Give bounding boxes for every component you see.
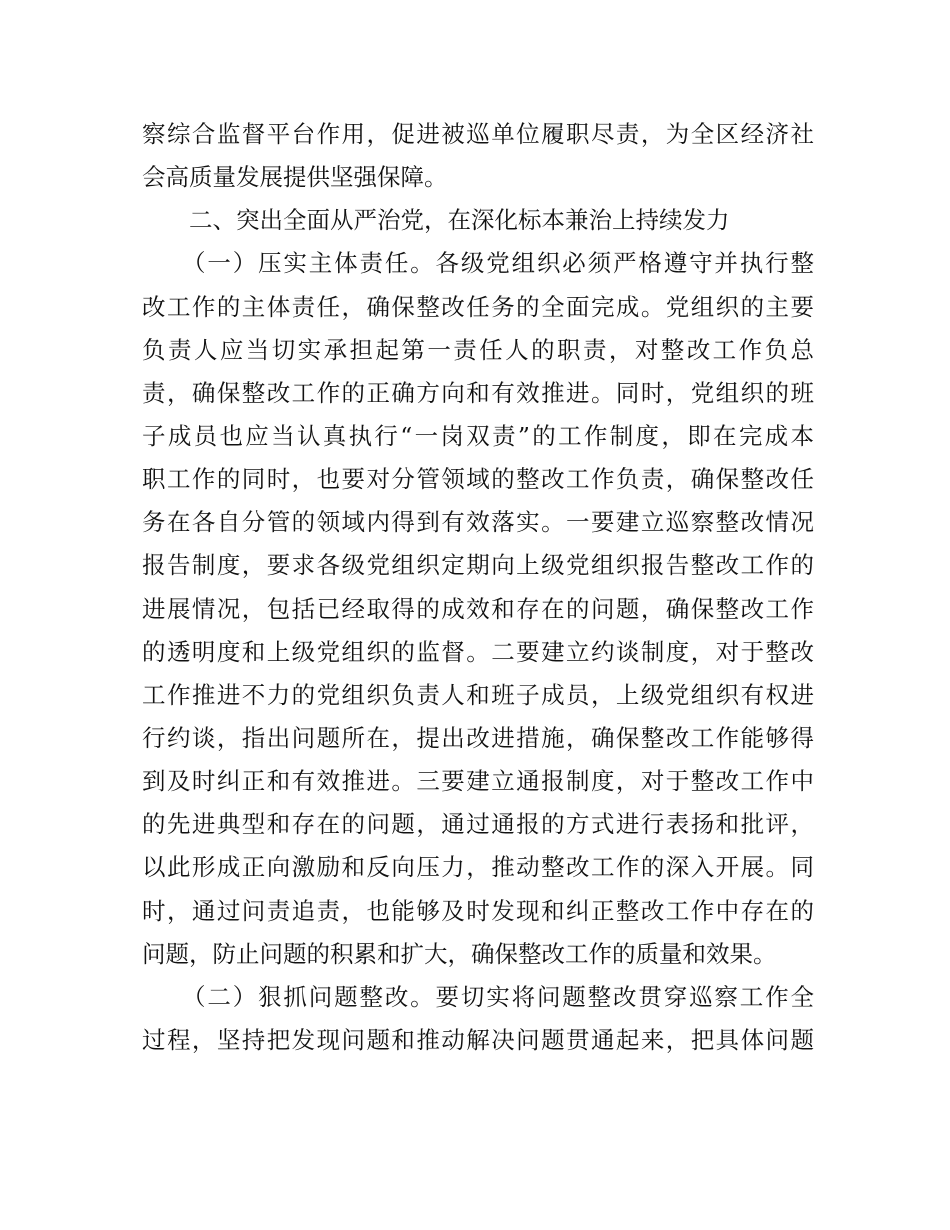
paragraph-line: 问题，防止问题的积累和扩大，确保整改工作的质量和效果。 xyxy=(142,939,777,968)
paragraph-line: 子成员也应当认真执行“一岗双责”的工作制度，即在完成本 xyxy=(142,421,814,450)
paragraph-line: 的透明度和上级党组织的监督。二要建立约谈制度，对于整改 xyxy=(142,637,814,666)
paragraph-line: 的先进典型和存在的问题，通过通报的方式进行表扬和批评， xyxy=(142,810,814,839)
paragraph-line: 务在各自分管的领域内得到有效落实。一要建立巡察整改情况 xyxy=(142,508,814,537)
paragraph-line: 责，确保整改工作的正确方向和有效推进。同时，党组织的班 xyxy=(142,378,814,407)
paragraph-line: 负责人应当切实承担起第一责任人的职责，对整改工作负总 xyxy=(142,335,814,364)
paragraph-line: 进展情况，包括已经取得的成效和存在的问题，确保整改工作 xyxy=(142,594,814,623)
paragraph-line: 报告制度，要求各级党组织定期向上级党组织报告整改工作的 xyxy=(142,551,814,580)
section-heading: 二、突出全面从严治党，在深化标本兼治上持续发力 xyxy=(189,206,730,235)
paragraph-line: 会高质量发展提供坚强保障。 xyxy=(142,163,448,192)
paragraph-line: 以此形成正向激励和反向压力，推动整改工作的深入开展。同 xyxy=(142,853,814,882)
paragraph-line: 改工作的主体责任，确保整改任务的全面完成。党组织的主要 xyxy=(142,292,814,321)
body-text xyxy=(142,113,814,1062)
paragraph-line: 职工作的同时，也要对分管领域的整改工作负责，确保整改任 xyxy=(142,465,814,494)
paragraph-line: 过程，坚持把发现问题和推动解决问题贯通起来，把具体问题 xyxy=(142,1025,814,1054)
paragraph-line: 察综合监督平台作用，促进被巡单位履职尽责，为全区经济社 xyxy=(142,120,814,148)
subsection-heading-line: （二）狠抓问题整改。要切实将问题整改贯穿巡察工作全 xyxy=(182,982,814,1011)
paragraph-line: 时，通过问责追责，也能够及时发现和纠正整改工作中存在的 xyxy=(142,896,814,925)
paragraph-line: 行约谈，指出问题所在，提出改进措施，确保整改工作能够得 xyxy=(142,723,814,752)
subsection-heading-line: （一）压实主体责任。各级党组织必须严格遵守并执行整 xyxy=(182,249,814,278)
paragraph-line: 工作推进不力的党组织负责人和班子成员，上级党组织有权进 xyxy=(142,680,814,709)
paragraph-line: 到及时纠正和有效推进。三要建立通报制度，对于整改工作中 xyxy=(142,767,814,796)
